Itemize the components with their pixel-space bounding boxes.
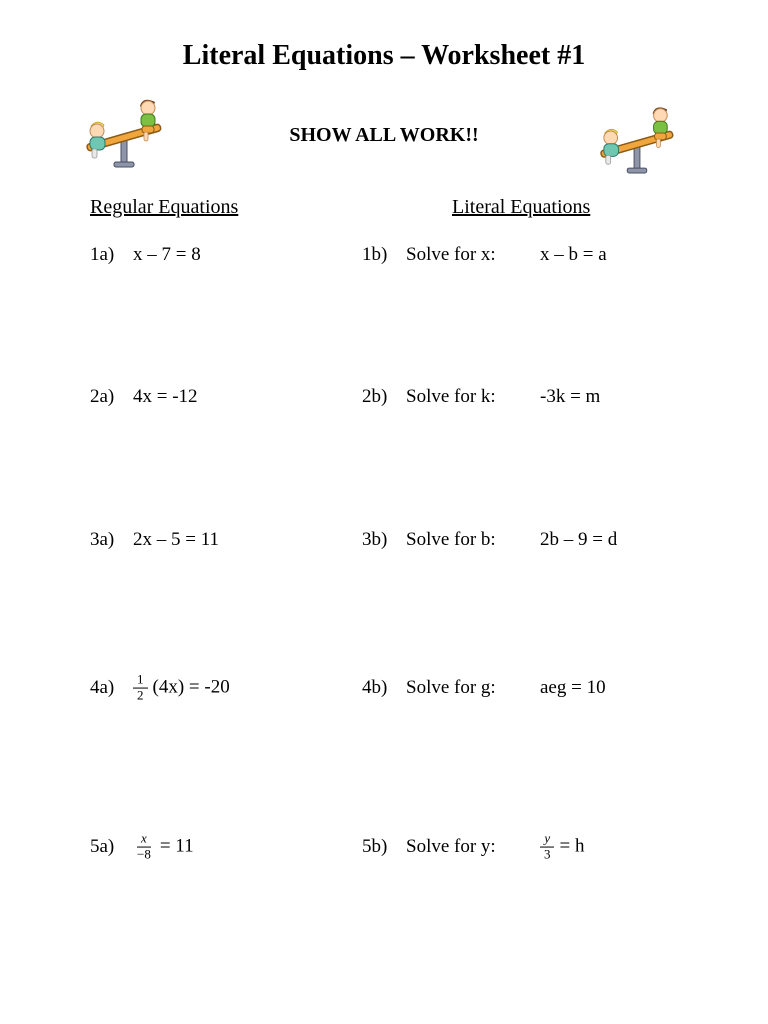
- fraction-numerator: 1: [133, 673, 148, 689]
- problem-row-2: [0, 377, 768, 417]
- regular-equation: 4x = -12: [133, 386, 198, 407]
- fraction: [133, 832, 155, 863]
- solve-for-instruction: Solve for g:: [406, 677, 496, 698]
- problem-number: 4a): [90, 677, 115, 698]
- literal-equation: aeg = 10: [540, 677, 606, 698]
- problem-row-5: [0, 827, 768, 867]
- literal-equations-header: Literal Equations: [452, 196, 591, 218]
- regular-equation: [133, 832, 194, 863]
- fraction: [133, 673, 148, 704]
- fraction-numerator: x: [137, 832, 151, 848]
- problem-number: 2b): [362, 386, 388, 407]
- problem-number: 3b): [362, 529, 388, 550]
- regular-equation: x – 7 = 8: [133, 244, 201, 265]
- fraction-denominator: 2: [137, 687, 144, 703]
- problem-number: 1b): [362, 244, 388, 265]
- literal-equation: -3k = m: [540, 386, 601, 407]
- literal-equation: [540, 832, 584, 863]
- fraction-denominator: −8: [137, 846, 151, 862]
- problem-number: 2a): [90, 386, 115, 407]
- problem-number: 5a): [90, 836, 115, 857]
- solve-for-instruction: Solve for x:: [406, 244, 496, 265]
- literal-equation: 2b – 9 = d: [540, 529, 618, 550]
- worksheet-title: Literal Equations – Worksheet #1: [182, 40, 586, 71]
- problem-number: 1a): [90, 244, 115, 265]
- fraction-numerator: y: [540, 832, 554, 848]
- problem-row-3: [0, 520, 768, 560]
- regular-equation: 2x – 5 = 11: [133, 529, 220, 550]
- equation-rest: = 11: [159, 836, 194, 857]
- problem-row-4: [0, 668, 768, 708]
- solve-for-instruction: Solve for k:: [406, 386, 496, 407]
- fraction: [540, 832, 555, 863]
- equation-rest: = h: [559, 836, 585, 857]
- worksheet-subtitle: SHOW ALL WORK!!: [289, 124, 479, 146]
- problem-row-1: [0, 235, 768, 275]
- literal-equation: x – b = a: [540, 244, 607, 265]
- solve-for-instruction: Solve for b:: [406, 529, 496, 550]
- regular-equations-header: Regular Equations: [90, 196, 239, 218]
- problem-number: 4b): [362, 677, 388, 698]
- regular-equation: [133, 673, 230, 704]
- solve-for-instruction: Solve for y:: [406, 836, 496, 857]
- problem-number: 5b): [362, 836, 388, 857]
- fraction-denominator: 3: [544, 846, 551, 862]
- problem-number: 3a): [90, 529, 115, 550]
- equation-rest: (4x) = -20: [152, 677, 230, 698]
